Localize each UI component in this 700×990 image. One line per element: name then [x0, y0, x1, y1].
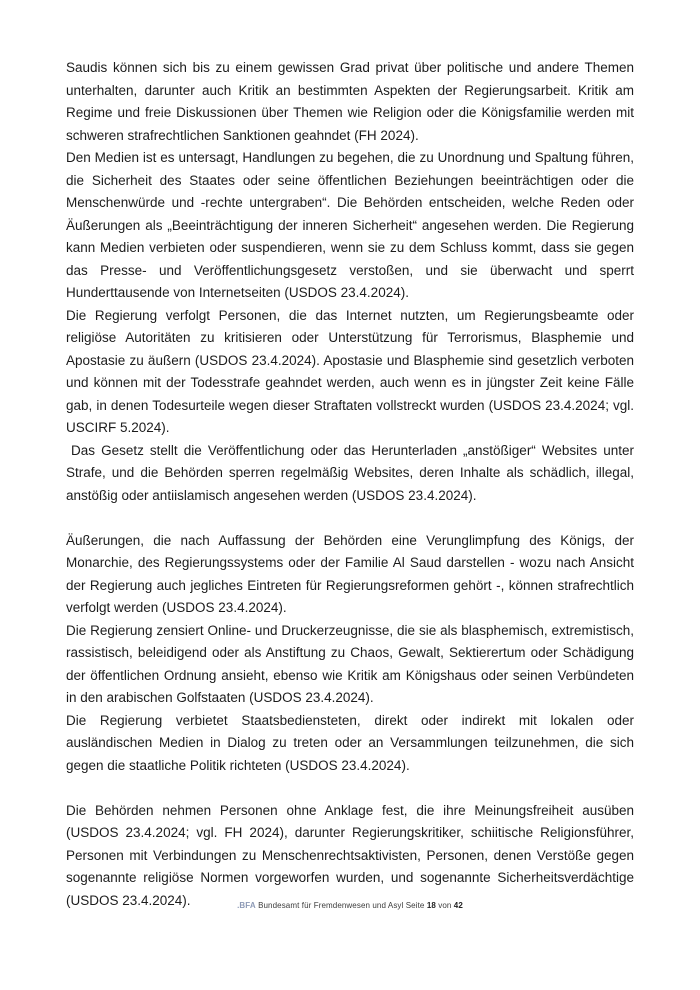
paragraph: Äußerungen, die nach Auffassung der Behörden eine Verunglimpfung des Königs, der Monarchie, des Regierungssystems oder der Familie Al Saud darstellen - wozu nach Ansicht der Regierung auch jegliches Eintreten für Regierungsreformen gehört -, können strafrechtlich verfolgt werden (USDOS 23.4.2024). [66, 532, 634, 615]
bfa-logo: .BFA [237, 901, 256, 910]
page-body-text [66, 57, 634, 912]
paragraph: Die Regierung zensiert Online- und Druckerzeugnisse, die sie als blasphemisch, extremistisch, rassistisch, beleidigend oder als Anstiftung zu Chaos, Gewalt, Sektierertum oder Schädigung der öffentlichen Ordnung ansieht, ebenso wie Kritik am Königshaus oder seinen Verbündeten in den arabischen Golfstaaten (USDOS 23.4.2024). [66, 622, 634, 705]
footer-office-name: Bundesamt für Fremdenwesen und Asyl [258, 901, 404, 910]
paragraph: Das Gesetz stellt die Veröffentlichung oder das Herunterladen „anstößiger“ Websites unter Strafe, und die Behörden sperren regelmäßig Websites, deren Inhalte als schädlich, illegal, anstößig oder antiislamisch angesehen werden (USDOS 23.4.2024). [66, 442, 634, 503]
footer-page-word: Seite [405, 901, 425, 910]
paragraph: Die Regierung verfolgt Personen, die das Internet nutzten, um Regierungsbeamte oder religiöse Autoritäten zu kritisieren oder Unterstützung für Terrorismus, Blasphemie und Apostasie zu äußern (USDOS 23.4.2024). Apostasie und Blasphemie sind gesetzlich verboten und können mit der Todesstrafe geahndet werden, auch wenn es in jüngster Zeit keine Fälle gab, in denen Todesurteile wegen dieser Straftaten vollstreckt wurden (USDOS 23.4.2024; vgl. USCIRF 5.2024). [66, 307, 634, 435]
paragraph: Die Regierung verbietet Staatsbediensteten, direkt oder indirekt mit lokalen oder ausländischen Medien in Dialog zu treten oder an Versammlungen teilzunehmen, die sich gegen die staatliche Politik richteten (USDOS 23.4.2024). [66, 712, 634, 773]
footer-of-word: von [438, 901, 452, 910]
paragraph: Die Behörden nehmen Personen ohne Anklage fest, die ihre Meinungsfreiheit ausüben (USDOS 23.4.2024; vgl. FH 2024), darunter Regierungskritiker, schiitische Religionsführer, Personen mit Verbindungen zu Menschenrechtsaktivisten, Personen, denen Verstöße gegen sogenannte religiöse Normen vorgeworfen wurden, und sogenannte Sicherheitsverdächtige (USDOS 23.4.2024). [66, 802, 634, 908]
footer-total-pages: 42 [453, 901, 463, 910]
paragraph: Saudis können sich bis zu einem gewissen Grad privat über politische und andere Themen unterhalten, darunter auch Kritik an bestimmten Aspekten der Regierungsarbeit. Kritik am Regime und freie Diskussionen über Themen wie Religion oder die Königsfamilie werden mit schweren strafrechtlichen Sanktionen geahndet (FH 2024). [66, 60, 634, 143]
paragraph: Den Medien ist es untersagt, Handlungen zu begehen, die zu Unordnung und Spaltung führen, die Sicherheit des Staates oder seine öffentlichen Beziehungen beeinträchtigen oder die Menschenwürde und -rechte untergraben“. Die Behörden entscheiden, welche Reden oder Äußerungen als „Beeinträchtigung der inneren Sicherheit“ angesehen werden. Die Regierung kann Medien verbieten oder suspendieren, wenn sie zu dem Schluss kommt, dass sie gegen das Presse- und Veröffentlichungsgesetz verstoßen, und sie überwacht und sperrt Hunderttausende von Internetseiten (USDOS 23.4.2024). [66, 150, 634, 300]
footer-page-number: 18 [426, 901, 436, 910]
page-footer [0, 900, 700, 911]
